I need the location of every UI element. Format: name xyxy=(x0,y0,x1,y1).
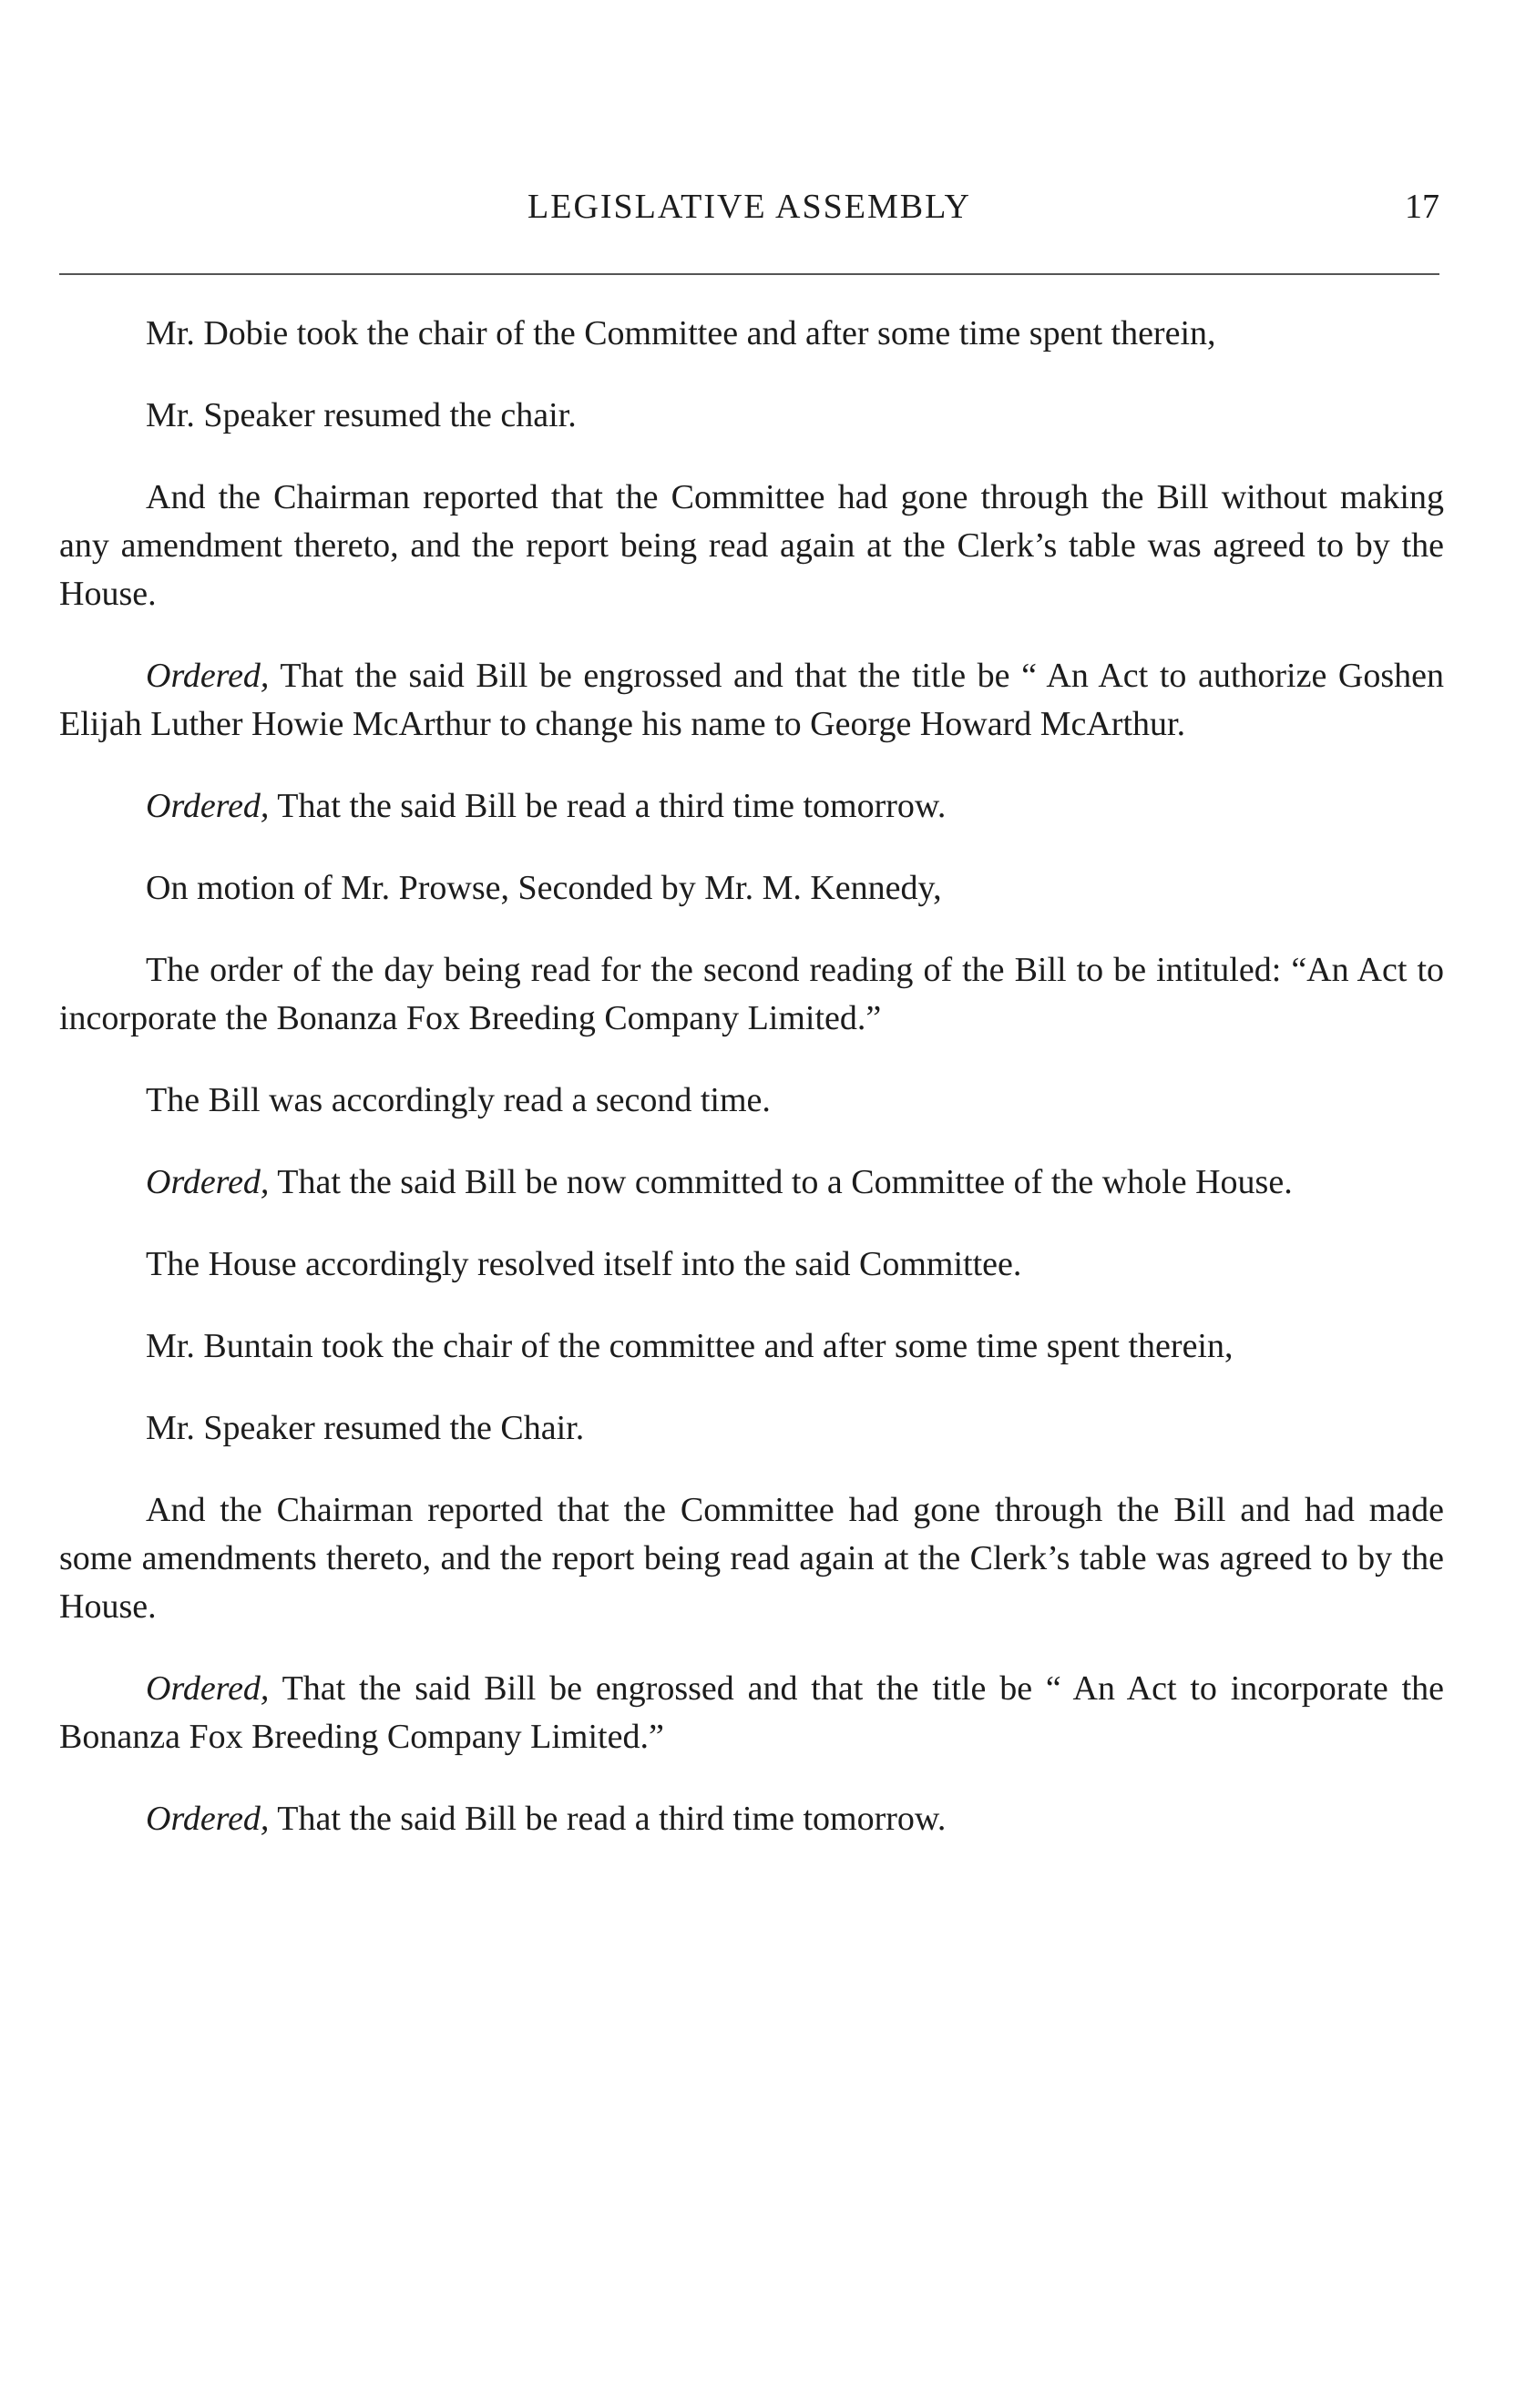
paragraph xyxy=(59,474,1444,618)
paragraph-text: That the said Bill be engrossed and that the title be “ An Act to incorporate the Bonanza Fox Breeding Company Limited.” xyxy=(59,1669,1444,1756)
paragraph-text: And the Chairman reported that the Committee had gone through the Bill without making any amendment thereto, and the report being read again at the Clerk’s table was agreed to by the House. xyxy=(59,478,1444,613)
paragraph xyxy=(59,652,1444,749)
running-title: LEGISLATIVE ASSEMBLY xyxy=(527,188,971,226)
paragraph-text: On motion of Mr. Prowse, Seconded by Mr. M. Kennedy, xyxy=(146,869,942,907)
paragraph-lead: Ordered, xyxy=(146,657,270,695)
paragraph xyxy=(59,1665,1444,1761)
paragraph xyxy=(59,310,1444,358)
paragraph xyxy=(59,1240,1444,1289)
paragraph-text: Mr. Dobie took the chair of the Committee and after some time spent therein, xyxy=(146,314,1216,352)
paragraph xyxy=(59,1486,1444,1631)
paragraph-text: That the said Bill be read a third time tomorrow. xyxy=(269,787,947,825)
paragraph xyxy=(59,782,1444,831)
paragraph xyxy=(59,1076,1444,1125)
paragraph-text: That the said Bill be read a third time tomorrow. xyxy=(269,1800,947,1838)
paragraph-text: Mr. Buntain took the chair of the committee and after some time spent therein, xyxy=(146,1327,1234,1365)
paragraph-text: The order of the day being read for the second reading of the Bill to be intituled: “An Act to incorporate the Bonanza Fox Breeding Company Limited.” xyxy=(59,951,1444,1037)
page-header xyxy=(59,187,1439,241)
paragraph xyxy=(59,1404,1444,1453)
paragraph-text: That the said Bill be engrossed and that the title be “ An Act to authorize Goshen Elijah Luther Howie McArthur to change his name to George Howard McArthur. xyxy=(59,657,1444,743)
paragraph xyxy=(59,1158,1444,1207)
page-number: 17 xyxy=(1405,188,1439,226)
paragraph-text: And the Chairman reported that the Committee had gone through the Bill and had made some amendments thereto, and the report being read again at the Clerk’s table was agreed to by the House. xyxy=(59,1491,1444,1626)
paragraph xyxy=(59,864,1444,913)
paragraph xyxy=(59,946,1444,1043)
journal-body xyxy=(59,310,1444,1843)
paragraph-text: That the said Bill be now committed to a Committee of the whole House. xyxy=(269,1163,1293,1201)
paragraph-text: The Bill was accordingly read a second time. xyxy=(146,1081,771,1119)
paragraph-text: The House accordingly resolved itself into the said Committee. xyxy=(146,1245,1022,1283)
paragraph-text: Mr. Speaker resumed the Chair. xyxy=(146,1409,585,1447)
paragraph-lead: Ordered, xyxy=(146,787,270,825)
paragraph-lead: Ordered, xyxy=(146,1163,270,1201)
paragraph-lead: Ordered, xyxy=(146,1669,270,1708)
paragraph xyxy=(59,1795,1444,1843)
paragraph-lead: Ordered, xyxy=(146,1800,270,1838)
paragraph xyxy=(59,1322,1444,1371)
paragraph xyxy=(59,392,1444,440)
paragraph-text: Mr. Speaker resumed the chair. xyxy=(146,396,577,434)
header-rule xyxy=(59,273,1439,275)
